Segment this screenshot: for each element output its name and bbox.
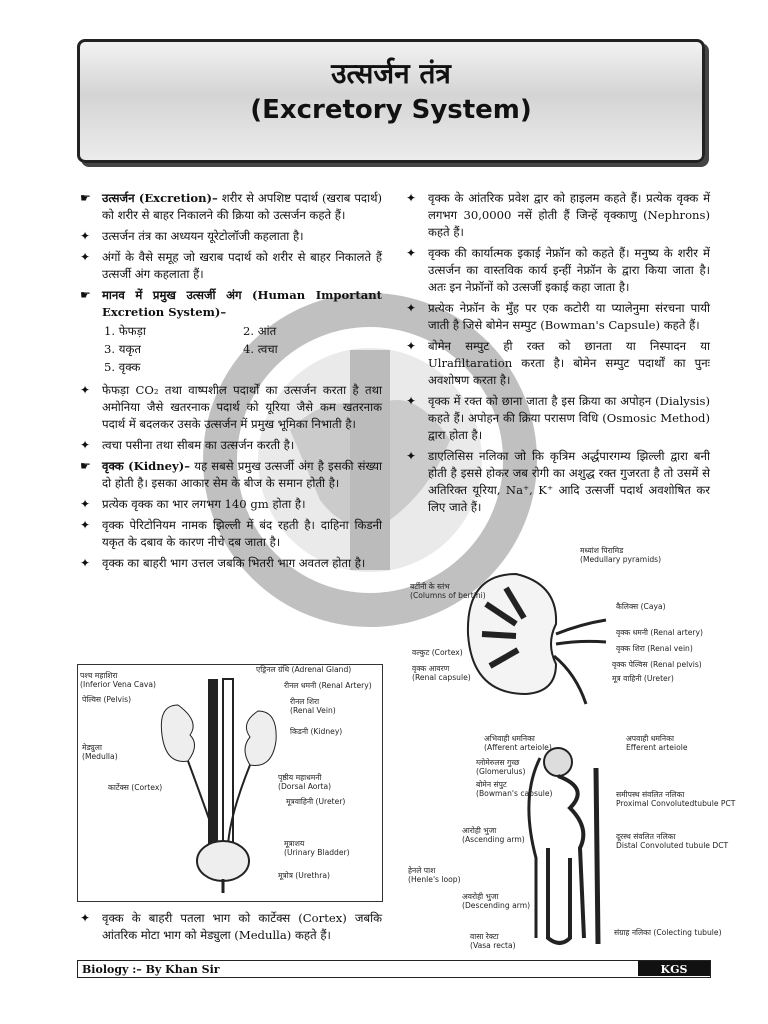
label-ureter-kidney: मूत्र वाहिनी (Ureter) [612, 674, 674, 683]
label-afferent-arteiole: अभिवाही धमनिका (Afferent arteiole) [484, 734, 552, 752]
label-renal-artery-kidney: वृक्क धमनी (Renal artery) [616, 628, 703, 637]
list-item: ☛ वृक्क (Kidney)– यह सबसे प्रमुख उत्सर्जी अंग है इसकी संख्या दो होती है। इसका आकार सेम के बीज के समान होती है। [80, 459, 382, 490]
list-item: ✦ प्रत्येक वृक्क का भार लगभग 140 gm होता है। [80, 497, 306, 511]
label-kidney: किडनी (Kidney) [290, 727, 343, 736]
pointing-hand-icon: ☛ [80, 288, 91, 302]
label-glomerulus: ग्लोमेरुलस गुच्छ (Glomerulus) [476, 758, 526, 776]
label-renal-vein: रीनल शिरा (Renal Vein) [290, 697, 336, 715]
kidney-section-diagram [406, 544, 710, 710]
label-collecting-tubule: संग्राह नलिका (Colecting tubule) [614, 928, 722, 937]
star-bullet-icon: ✦ [80, 556, 91, 570]
star-bullet-icon: ✦ [80, 438, 91, 452]
organ-item: 5. वृक्क [104, 360, 141, 374]
label-pelvis: पेल्विस (Pelvis) [82, 695, 132, 704]
label-urethra: मूत्रोत्र (Urethra) [278, 871, 330, 880]
pointing-hand-icon: ☛ [80, 459, 91, 473]
organ-item [243, 359, 382, 376]
list-item: ☛ उत्सर्जन (Excretion)– शरीर से अपशिष्ट पदार्थ (खराब पदार्थ) को शरीर से बाहर निकालने की क्रिया को उत्सर्जन कहते हैं। [80, 191, 383, 222]
list-item: ✦ बोमेन सम्पुट ही रक्त को छानता या निस्पादन या Ulrafiltaration करता है। बोमेन सम्पुट पदार्थों का पुनः अवशोषण करता है। [406, 339, 710, 387]
star-bullet-icon: ✦ [80, 383, 91, 397]
left-column [78, 190, 382, 576]
pointing-hand-icon: ☛ [80, 191, 91, 205]
star-bullet-icon: ✦ [406, 246, 417, 260]
label-ureter: मूत्रवाहिनी (Ureter) [286, 797, 346, 806]
label-renal-artery: रीनल धमनी (Renal Artery) [284, 681, 372, 690]
label-cortex-kidney: वल्कुट (Cortex) [412, 648, 463, 657]
star-bullet-icon: ✦ [80, 250, 91, 264]
label-dorsal-aorta: पृष्ठीय महाधमनी (Dorsal Aorta) [278, 773, 332, 791]
label-descending-arm: अवरोही भुजा (Descending arm) [462, 892, 531, 910]
label-renal-capsule: वृक्क आवरण (Renal capsule) [412, 664, 471, 682]
organ-item: 3. यकृत [104, 342, 141, 356]
footer-author: Biology :– By Khan Sir [82, 963, 220, 976]
page-footer [77, 960, 711, 978]
list-item: ✦ वृक्क का बाहरी भाग उत्तल जबकि भितरी भाग अवतल होता है। [80, 556, 366, 570]
label-medullary-pyramids: मध्यांश पिरामिड (Medullary pyramids) [580, 546, 662, 564]
list-item: ✦ वृक्क के बाहरी पतला भाग को कार्टेक्स (Cortex) जबकि आंतरिक मोटा भाग को मेड्युला (Medulla) कहते हैं। [80, 911, 382, 942]
list-item: ✦ वृक्क के आंतरिक प्रवेश द्वार को हाइलम कहते हैं। प्रत्येक वृक्क में लगभग 30,0000 नसें होती हैं जिन्हें वृक्काणु (Nephrons) कहते हैं। [406, 191, 710, 239]
bottom-paragraph [78, 910, 382, 948]
title-box [77, 39, 705, 163]
label-pct: समीपस्थ संवलित नलिका Proximal Convolutedtubule PCT [616, 790, 736, 808]
page-title-english: (Excretory System) [250, 95, 532, 125]
label-calyx: कैलिक्स (Caya) [616, 602, 666, 611]
label-bowmans-capsule: बोमेन संपुट (Bowman's capsule) [476, 780, 553, 798]
label-renal-pelvis: वृक्क पेल्विस (Renal pelvis) [612, 660, 702, 669]
star-bullet-icon: ✦ [406, 191, 417, 205]
list-item: ✦ फेफड़ा CO₂ तथा वाष्पशील पदार्थों का उत्सर्जन करता है तथा अमोनिया जैसे खतरनाक पदार्थ को यूरिया जैसे कम खतरनाक पदार्थ में बदलकर उसके उत्सर्जन में प्रमुख भूमिका निभाती है। [80, 383, 382, 431]
organ-item: 1. फेफड़ा [104, 324, 146, 338]
label-adrenal-gland: एड्रिनल ग्रंथि (Adrenal Gland) [256, 665, 352, 674]
star-bullet-icon: ✦ [406, 339, 417, 353]
list-item: ☛ मानव में प्रमुख उत्सर्जी अंग (Human Important Excretion System)– [80, 288, 382, 319]
star-bullet-icon: ✦ [80, 229, 91, 243]
list-item: ✦ वृक्क में रक्त को छाना जाता है इस क्रिया का अपोहन (Dialysis) कहते हैं। अपोहन की क्रिया परासण विधि (Osmosic Method) द्वारा होता है। [406, 394, 710, 442]
star-bullet-icon: ✦ [80, 497, 91, 511]
label-inferior-vena-cava: पश्च महाशिरा (Inferior Vena Cava) [80, 671, 156, 689]
label-urinary-bladder: मूत्राशय (Urinary Bladder) [284, 839, 350, 857]
label-efferent-arteiole: अपवाही धमनिका Efferent arteiole [626, 734, 688, 752]
list-item: ✦ वृक्क की कार्यात्मक इकाई नेफ्रॉन को कहते हैं। मनुष्य के शरीर में उत्सर्जन का वास्तविक कार्य इन्हीं नेफ्रॉन के द्वारा किया जाता है। अतः इन नेफ्रॉनों को उत्सर्जी इकाई कहा जाता है। [406, 246, 710, 294]
star-bullet-icon: ✦ [406, 449, 417, 463]
organ-list [78, 323, 382, 376]
label-vasa-recta: वासा रेक्टा (Vasa recta) [470, 932, 516, 950]
list-item: ✦ उत्सर्जन तंत्र का अध्ययन यूरेटोलॉजी कहलाता है। [80, 229, 304, 243]
organ-item: 4. त्वचा [243, 342, 278, 356]
star-bullet-icon: ✦ [80, 911, 91, 925]
list-item: ✦ डाएलिसिस नलिका जो कि कृत्रिम अर्द्धपारगम्य झिल्ली द्वारा बनी होती है इससे होकर जब रोगी का अशुद्ध रक्त गुजरता है तो उसमें से अतिरिक्त यूरिया, Na⁺, K⁺ आदि उत्सर्जी पदार्थ अवशोषित कर लिए जाते हैं। [406, 449, 710, 514]
label-columns-of-bertini: बर्टीनी के स्तंभ (Columns of bertini) [410, 582, 486, 600]
star-bullet-icon: ✦ [80, 518, 91, 532]
label-dct: दूरस्थ संवलित नलिका Distal Convoluted tubule DCT [616, 832, 729, 850]
label-cortex: कार्टेक्स (Cortex) [108, 783, 163, 792]
label-ascending-arm: आरोही भुजा (Ascending arm) [462, 826, 525, 844]
label-henles-loop: हेनले पाश (Henle's loop) [408, 866, 461, 884]
star-bullet-icon: ✦ [406, 301, 417, 315]
star-bullet-icon: ✦ [406, 394, 417, 408]
list-item: ✦ अंगों के वैसे समूह जो खराब पदार्थ को शरीर से बाहर निकालते हैं उत्सर्जी अंग कहलाता हैं। [80, 250, 382, 281]
page-title-hindi: उत्सर्जन तंत्र [331, 57, 451, 90]
organ-item: 2. आंत [243, 324, 277, 338]
label-medulla: मेड्युला (Medulla) [82, 743, 118, 761]
footer-badge: KGS [638, 961, 710, 976]
list-item: ✦ त्वचा पसीना तथा सीबम का उत्सर्जन करती है। [80, 438, 295, 452]
list-item: ✦ वृक्क पेरिटोनियम नामक झिल्ली में बंद रहती है। दाहिना किडनी यकृत के दबाव के कारण नीचे दब जाता है। [80, 518, 382, 549]
excretory-system-diagram [77, 664, 383, 902]
right-column [404, 190, 710, 520]
list-item: ✦ प्रत्येक नेफ्रॉन के मुँह पर एक कटोरी या प्यालेनुमा संरचना पायी जाती है जिसे बोमेन सम्पुट (Bowman's Capsule) कहते हैं। [406, 301, 710, 332]
label-renal-vein-kidney: वृक्क शिरा (Renal vein) [616, 644, 693, 653]
